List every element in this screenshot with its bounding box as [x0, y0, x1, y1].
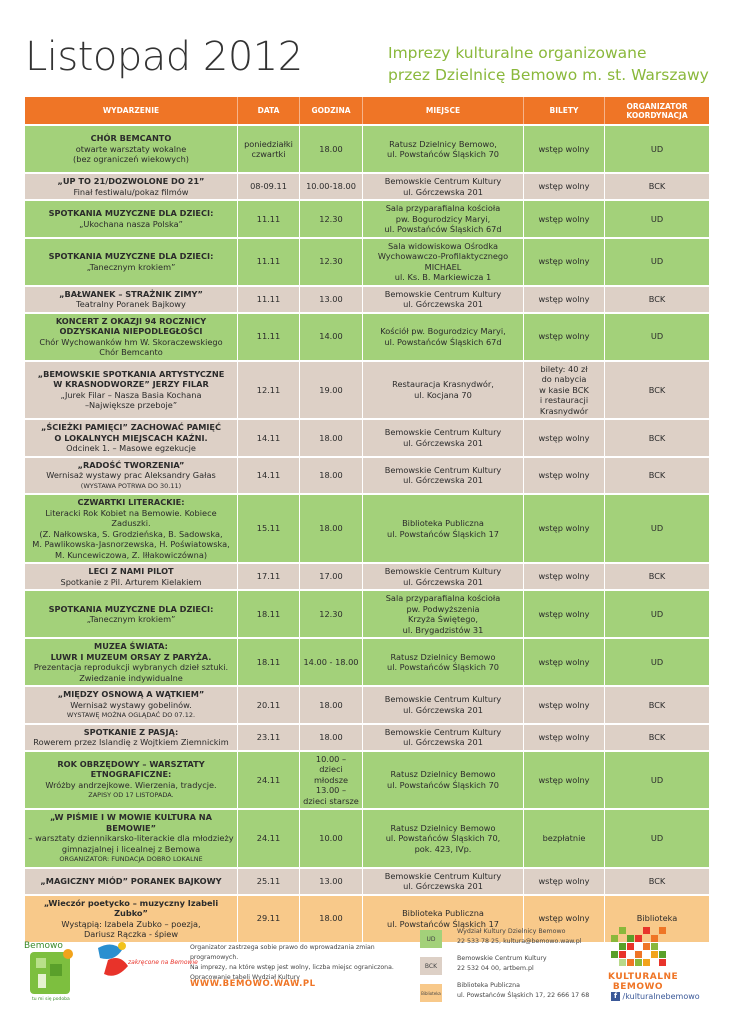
tickets-cell: wstęp wolny [523, 752, 604, 809]
event-cell [25, 458, 237, 494]
table-row [25, 458, 709, 494]
time-cell: 18.00 [299, 126, 362, 172]
date-cell: 11.11 [237, 239, 299, 285]
event-line: (WYSTAWA POTRWA DO 30.11) [80, 481, 182, 490]
legend-text [457, 981, 607, 1001]
place-cell [362, 287, 523, 312]
place-cell [362, 752, 523, 809]
table-row [25, 495, 709, 562]
date-cell: 11.11 [237, 314, 299, 360]
bemowo-logo-text: Bemowo [24, 941, 63, 951]
logo-square [611, 935, 618, 942]
event-cell [25, 564, 237, 589]
place-line: pw. Podwyższenia [406, 603, 480, 614]
legend-text [457, 954, 607, 974]
place-line: Bemowskie Centrum Kultury [384, 726, 502, 737]
place-line: Sala przyparafialna kościoła [385, 593, 501, 603]
place-line: ul. Powstańców Śląskich 70 [387, 662, 499, 672]
event-line: „ŚCIEŻKI PAMIĘCI” ZACHOWAĆ PAMIĘĆ [40, 422, 222, 432]
place-cell [362, 564, 523, 589]
tickets-cell: bilety: 40 zł do nabycia w kasie BCK i restauracji Krasnydwór [523, 362, 604, 419]
date-cell: 24.11 [237, 752, 299, 809]
place-line: Bemowskie Centrum Kultury [384, 176, 502, 186]
tickets-cell: wstęp wolny [523, 201, 604, 237]
date-cell: 24.11 [237, 810, 299, 867]
col-header-time: GODZINA [299, 97, 362, 124]
tickets-cell: wstęp wolny [523, 869, 604, 894]
kb-line-1: KULTURALNE [608, 972, 679, 982]
event-line: Wernisaż wystawy prac Aleksandry Gałas [46, 470, 216, 480]
legend-contact: 22 532 04 00, artbem.pl [457, 965, 534, 972]
event-cell [25, 314, 237, 360]
zakrecone-logo [92, 940, 198, 998]
place-line: ul. Górczewska 201 [403, 475, 483, 486]
place-line: ul. Górczewska 201 [403, 437, 483, 448]
place-line: Bemowskie Centrum Kultury [384, 870, 502, 881]
legend-name: Wydział Kultury Dzielnicy Bemowo [457, 928, 566, 935]
place-line: ul. Powstańców Śląskich 70 [387, 149, 499, 159]
place-line: pw. Bogurodzicy Maryi, [395, 213, 491, 224]
table-row [25, 174, 709, 199]
bemowo-logo [22, 940, 84, 1002]
place-line: Bemowskie Centrum Kultury [384, 464, 502, 475]
organizer-cell: BCK [604, 869, 709, 894]
event-line: Odcinek 1. – Masowe egzekucje [66, 443, 196, 453]
event-line: Wystąpią: Izabela Zubko – poezja, [61, 918, 201, 929]
place-line: MICHAEL [424, 261, 462, 272]
place-line: ul. Kocjana 70 [414, 389, 472, 400]
event-line: SPOTKANIA MUZYCZNE DLA DZIECI: [48, 603, 214, 614]
logo-square [659, 959, 666, 966]
event-line: SPOTKANIA MUZYCZNE DLA DZIECI: [48, 208, 214, 219]
table-row [25, 591, 709, 637]
table-header-row [25, 97, 709, 124]
tickets-cell: wstęp wolny [523, 896, 604, 942]
date-cell: 11.11 [237, 287, 299, 312]
organizer-cell: UD [604, 239, 709, 285]
event-line: Dariusz Rączka - śpiew [83, 929, 179, 939]
table-row [25, 126, 709, 172]
footer-note [190, 943, 410, 983]
date-cell: 17.11 [237, 564, 299, 589]
date-cell: 20.11 [237, 687, 299, 723]
table-row [25, 362, 709, 419]
time-cell: 17.00 [299, 564, 362, 589]
table-row [25, 725, 709, 750]
place-cell [362, 495, 523, 562]
tickets-cell: wstęp wolny [523, 126, 604, 172]
place-cell [362, 174, 523, 199]
event-line: Wróżby andrzejkowe. Wierzenia, tradycje. [45, 779, 217, 790]
tickets-cell: wstęp wolny [523, 687, 604, 723]
event-line: M. Kuncewiczowa, Z. Iłłakowiczówna) [54, 549, 208, 560]
tickets-cell: wstęp wolny [523, 174, 604, 199]
event-line: CHÓR BEMCANTO [90, 133, 172, 144]
place-cell [362, 687, 523, 723]
event-line: „W PIŚMIE I W MOWIE KULTURA NA BEMOWIE” [49, 812, 212, 833]
event-line: O LOKALNYCH MIEJSCACH KAŹNI. [54, 432, 208, 443]
logo-square [627, 959, 634, 966]
place-line: Bemowskie Centrum Kultury [384, 694, 502, 705]
event-line: „MIĘDZY OSNOWĄ A WĄTKIEM” [57, 689, 205, 699]
event-line: Chór Bemcanto [99, 347, 163, 357]
logo-square [659, 927, 666, 934]
place-line: ul. Górczewska 201 [403, 576, 483, 587]
subtitle-line-2: przez Dzielnicę Bemowo m. st. Warszawy [388, 66, 709, 84]
date-cell: 15.11 [237, 495, 299, 562]
logo-square [635, 935, 642, 942]
place-line: Ratusz Dzielnicy Bemowo, [389, 138, 497, 149]
event-line: Literacki Rok Kobiet na Bemowie. Kobiece Zaduszki. [45, 507, 217, 528]
organizer-cell: UD [604, 810, 709, 867]
place-cell [362, 869, 523, 894]
event-cell [25, 239, 237, 285]
time-cell: 18.00 [299, 725, 362, 750]
event-line: (bez ograniczeń wiekowych) [73, 154, 189, 165]
event-line: ORGANIZATOR: FUNDACJA DOBRO LOKALNE [59, 855, 203, 863]
time-cell: 13.00 [299, 287, 362, 312]
logo-square [635, 951, 642, 958]
logo-square [643, 959, 650, 966]
organizer-cell: UD [604, 639, 709, 685]
time-cell: 12.30 [299, 239, 362, 285]
table-row [25, 314, 709, 360]
page-subtitle [388, 42, 709, 86]
kulturalne-bemowo-text [608, 972, 679, 992]
date-cell: 14.11 [237, 420, 299, 456]
event-line: M. Pawlikowska-Jasnorzewska, H. Poświatowska, [32, 539, 230, 549]
event-line: LECI Z NAMI PILOT [88, 566, 174, 576]
event-cell [25, 869, 237, 894]
table-row [25, 810, 709, 867]
col-header-tickets: BILETY [523, 97, 604, 124]
date-cell: 11.11 [237, 201, 299, 237]
date-cell: 18.11 [237, 639, 299, 685]
event-cell [25, 126, 237, 172]
place-line: Wychowawczo-Profilaktycznego [377, 251, 509, 261]
footer-note-2: Na imprezy, na które wstęp jest wolny, liczba miejsc ograniczona. [190, 964, 394, 971]
event-line: – warsztaty dziennikarsko-literackie dla młodzieży [28, 833, 234, 843]
place-line: Bemowskie Centrum Kultury [384, 288, 502, 299]
organizer-cell: Biblioteka [604, 896, 709, 942]
organizer-cell: BCK [604, 174, 709, 199]
event-cell [25, 495, 237, 562]
event-line: CZWARTKI LITERACKIE: [77, 497, 185, 507]
event-line: (Z. Nałkowska, S. Grodzieńska, B. Sadowska, [39, 528, 223, 539]
place-cell [362, 201, 523, 237]
event-line: SPOTKANIA MUZYCZNE DLA DZIECI: [48, 251, 214, 261]
event-line: Chór Wychowanków hm W. Skoraczewskiego [39, 336, 223, 347]
tickets-cell: wstęp wolny [523, 591, 604, 637]
table-row [25, 239, 709, 285]
place-line: Bemowskie Centrum Kultury [384, 427, 502, 438]
place-line: Ratusz Dzielnicy Bemowo [390, 769, 496, 780]
table-row [25, 287, 709, 312]
legend-swatch: BCK [420, 957, 442, 975]
website-link[interactable]: WWW.BEMOWO.WAW.PL [190, 979, 316, 989]
time-cell: 12.30 [299, 591, 362, 637]
time-cell: 14.00 - 18.00 [299, 639, 362, 685]
time-cell: 18.00 [299, 896, 362, 942]
event-line: „Jurek Filar – Nasza Basia Kochana [60, 389, 202, 400]
facebook-icon: f [611, 992, 620, 1001]
col-header-place: MIEJSCE [362, 97, 523, 124]
place-cell [362, 314, 523, 360]
place-line: ul. Powstańców Śląskich 17 [387, 528, 499, 539]
logo-square [611, 951, 618, 958]
logo-square [651, 943, 658, 950]
place-line: ul. Powstańców Śląskich 67d [384, 224, 502, 234]
tickets-cell: wstęp wolny [523, 639, 604, 685]
event-cell [25, 362, 237, 419]
place-cell [362, 639, 523, 685]
logo-square [627, 943, 634, 950]
event-line: ODZYSKANIA NIEPODLEGŁOŚCI [59, 326, 203, 336]
place-line: Krzyża Świętego, [407, 614, 479, 624]
place-line: Kościół pw. Bogurodzicy Maryi, [380, 326, 506, 336]
organizer-cell: BCK [604, 458, 709, 494]
table-row [25, 564, 709, 589]
organizer-cell: UD [604, 314, 709, 360]
place-line: Biblioteka Publiczna [402, 908, 484, 918]
place-cell [362, 126, 523, 172]
event-cell [25, 591, 237, 637]
event-line: „MAGICZNY MIÓD” PORANEK BAJKOWY [40, 875, 222, 886]
logo-square [651, 951, 658, 958]
event-cell [25, 810, 237, 867]
place-cell [362, 591, 523, 637]
event-line: W KRASNODWORZE” JERZY FILAR [53, 379, 209, 390]
logo-square [659, 951, 666, 958]
logo-square [635, 959, 642, 966]
place-line: ul. Ks. B. Markiewicza 1 [394, 272, 492, 282]
tickets-cell: wstęp wolny [523, 314, 604, 360]
event-line: –Największe przeboje” [84, 400, 178, 411]
legend-contact: 22 533 78 25, kultura@bemowo.waw.pl [457, 938, 582, 945]
date-cell: 29.11 [237, 896, 299, 942]
table-row [25, 639, 709, 685]
event-cell [25, 201, 237, 237]
place-cell [362, 810, 523, 867]
organizer-cell: UD [604, 752, 709, 809]
event-line: „BAŁWANEK – STRAŻNIK ZIMY” [59, 288, 203, 299]
event-line: Teatralny Poranek Bajkowy [76, 299, 186, 309]
organizer-cell: UD [604, 591, 709, 637]
event-line: WYSTAWĘ MOŻNA OGLĄDAĆ DO 07.12. [66, 711, 196, 719]
place-cell [362, 239, 523, 285]
place-line: ul. Górczewska 201 [403, 186, 483, 197]
tickets-cell: wstęp wolny [523, 458, 604, 494]
tickets-cell: wstęp wolny [523, 725, 604, 750]
event-line: LUWR I MUZEUM ORSAY Z PARYŻA. [50, 651, 212, 662]
event-cell [25, 896, 237, 942]
organizer-cell: UD [604, 201, 709, 237]
tickets-cell: wstęp wolny [523, 287, 604, 312]
time-cell: 19.00 [299, 362, 362, 419]
logo-square [651, 935, 658, 942]
time-cell: 13.00 [299, 869, 362, 894]
zakrecone-logo-text: zakręcone na Bemowie [128, 959, 198, 966]
organizer-cell: BCK [604, 287, 709, 312]
time-cell: 18.00 [299, 420, 362, 456]
date-cell: 14.11 [237, 458, 299, 494]
table-row [25, 752, 709, 809]
place-line: ul. Górczewska 201 [403, 881, 483, 891]
time-cell: 10.00 – dzieci młodsze 13.00 – dzieci starsze [299, 752, 362, 809]
tickets-cell: wstęp wolny [523, 564, 604, 589]
event-cell [25, 752, 237, 809]
col-header-organizer: ORGANIZATOR KOORDYNACJA [604, 97, 709, 124]
date-cell: 08-09.11 [237, 174, 299, 199]
place-cell [362, 458, 523, 494]
footer-note-3: Opracowanie tabeli Wydział Kultury [190, 974, 300, 981]
legend-swatch: Biblioteka [420, 984, 442, 1002]
event-line: Prezentacja reprodukcji wybranych dzieł sztuki. [33, 662, 229, 672]
event-cell [25, 420, 237, 456]
subtitle-line-1: Imprezy kulturalne organizowane [388, 44, 647, 62]
place-cell [362, 420, 523, 456]
table-row [25, 869, 709, 894]
place-line: ul. Powstańców Śląskich 67d [384, 336, 502, 347]
event-cell [25, 287, 237, 312]
event-line: „UP TO 21/DOZWOLONE DO 21” [57, 176, 205, 186]
organizer-cell: BCK [604, 420, 709, 456]
event-line: „Ukochana nasza Polska” [79, 218, 183, 229]
date-cell: poniedziałki czwartki [237, 126, 299, 172]
logo-square [619, 951, 626, 958]
time-cell: 10.00-18.00 [299, 174, 362, 199]
legend-name: Biblioteka Publiczna [457, 982, 520, 989]
col-header-event: WYDARZENIE [25, 97, 237, 124]
event-line: ROK OBRZĘDOWY – WARSZTATY ETNOGRAFICZNE: [57, 758, 205, 780]
logo-square [627, 935, 634, 942]
table-row [25, 420, 709, 456]
table-row [25, 201, 709, 237]
organizer-cell: BCK [604, 362, 709, 419]
event-line: gimnazjalnej i licealnej z Bemowa [61, 843, 201, 854]
event-line: ZAPISY OD 17 LISTOPADA. [88, 791, 174, 800]
time-cell: 14.00 [299, 314, 362, 360]
logo-square [619, 943, 626, 950]
place-cell [362, 725, 523, 750]
organizer-cell: BCK [604, 687, 709, 723]
place-line: Sala widowiskowa Ośrodka [387, 240, 498, 251]
logo-square [619, 927, 626, 934]
place-line: ul. Powstańców Śląskich 70, [385, 833, 501, 843]
time-cell: 12.30 [299, 201, 362, 237]
event-line: Zwiedzanie indywidualne [79, 672, 183, 683]
event-line: Wernisaż wystawy gobelinów. [70, 699, 192, 710]
organizer-cell: BCK [604, 564, 709, 589]
event-line: „RADOŚĆ TWORZENIA” [77, 459, 185, 470]
legend-contact: ul. Powstańców Śląskich 17, 22 666 17 68 [457, 992, 590, 999]
tickets-cell: wstęp wolny [523, 239, 604, 285]
place-line: ul. Górczewska 201 [403, 299, 483, 309]
event-cell [25, 174, 237, 199]
tickets-cell: bezpłatnie [523, 810, 604, 867]
time-cell: 18.00 [299, 495, 362, 562]
event-line: „Tanecznym krokiem” [86, 614, 176, 624]
tickets-cell: wstęp wolny [523, 495, 604, 562]
event-line: „BEMOWSKIE SPOTKANIA ARTYSTYCZNE [37, 368, 225, 379]
place-cell [362, 362, 523, 419]
place-line: ul. Powstańców Śląskich 70 [387, 779, 499, 790]
event-line: „Wieczór poetycko – muzyczny Izabeli Zubko” [43, 897, 219, 918]
legend-text [457, 927, 607, 947]
logo-square [619, 959, 626, 966]
organizer-cell: UD [604, 126, 709, 172]
place-line: Bemowskie Centrum Kultury [384, 566, 502, 576]
event-line: Spotkanie z Pil. Arturem Kielakiem [60, 576, 202, 587]
place-line: Ratusz Dzielnicy Bemowo [390, 651, 496, 662]
logo-square [643, 927, 650, 934]
place-line: Biblioteka Publiczna [402, 518, 484, 528]
date-cell: 23.11 [237, 725, 299, 750]
place-line: ul. Powstańców Śląskich 17 [387, 918, 499, 929]
event-cell [25, 725, 237, 750]
date-cell: 25.11 [237, 869, 299, 894]
event-line: SPOTKANIE Z PASJĄ: [83, 726, 179, 737]
legend-name: Bemowskie Centrum Kultury [457, 955, 547, 962]
place-line: pok. 423, IVp. [414, 843, 472, 854]
footer-note-1: Organizator zastrzega sobie prawo do wprowadzania zmian programowych. [190, 944, 375, 961]
place-line: ul. Górczewska 201 [403, 737, 483, 747]
event-cell [25, 687, 237, 723]
logo-square [643, 943, 650, 950]
page-title: Listopad 2012 [25, 34, 303, 80]
bemowo-logo-tagline: tu mi się podoba [32, 997, 70, 1002]
events-table [25, 95, 709, 944]
event-line: KONCERT Z OKAZJI 94 ROCZNICY [55, 315, 207, 326]
date-cell: 12.11 [237, 362, 299, 419]
time-cell: 18.00 [299, 458, 362, 494]
date-cell: 18.11 [237, 591, 299, 637]
col-header-date: DATA [237, 97, 299, 124]
facebook-handle: /kulturalnebemowo [622, 992, 700, 1001]
event-line: Finał festiwalu/pokaz filmów [73, 186, 189, 197]
table-row [25, 687, 709, 723]
time-cell: 18.00 [299, 687, 362, 723]
place-line: Sala przyparafialna kościoła [385, 203, 501, 213]
place-line: Restauracja Krasnydwór, [392, 379, 494, 390]
event-line: „Tanecznym krokiem” [86, 261, 176, 272]
kb-line-2: BEMOWO [612, 982, 664, 992]
event-line: otwarte warsztaty wokalne [75, 143, 187, 154]
event-cell [25, 639, 237, 685]
event-line: Rowerem przez Islandię z Wojtkiem Ziemnickim [33, 737, 229, 747]
facebook-link[interactable] [611, 992, 700, 1001]
place-line: ul. Górczewska 201 [403, 704, 483, 715]
event-line: MUZEA ŚWIATA: [94, 641, 168, 651]
place-line: Ratusz Dzielnicy Bemowo [390, 822, 496, 833]
organizer-cell: UD [604, 495, 709, 562]
place-line: ul. Brygadzistów 31 [402, 624, 484, 635]
time-cell: 10.00 [299, 810, 362, 867]
legend-swatch: UD [420, 930, 442, 948]
tickets-cell: wstęp wolny [523, 420, 604, 456]
organizer-cell: BCK [604, 725, 709, 750]
